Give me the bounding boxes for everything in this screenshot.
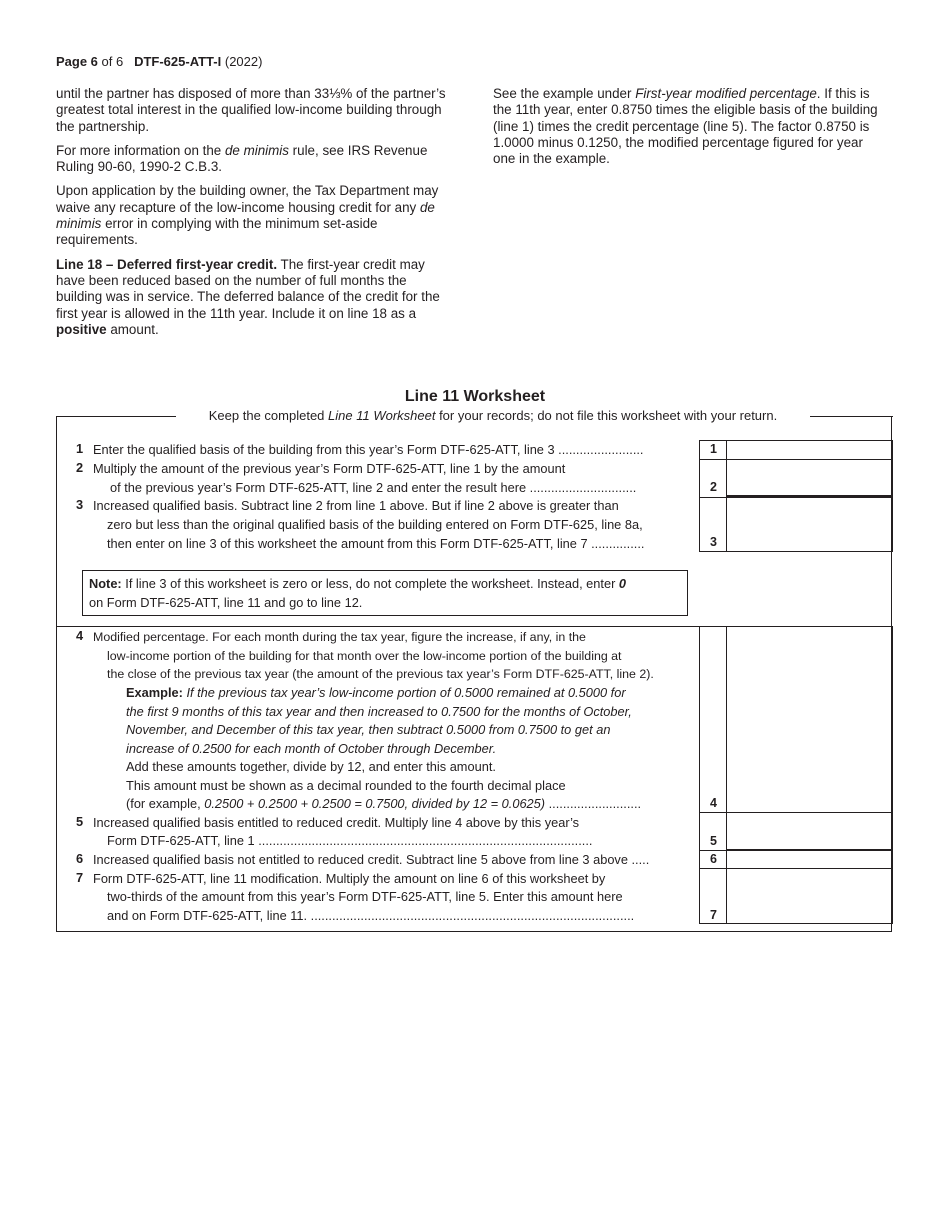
box-1-label: 1 [710, 442, 717, 456]
line-2-amount-field[interactable] [726, 459, 893, 498]
page-label: Page 6 [56, 54, 98, 69]
line-7-amount-field[interactable] [726, 868, 893, 924]
form-year: (2022) [224, 54, 263, 69]
line-2-number: 2 [76, 460, 84, 475]
line-7-text-b: two-thirds of the amount from this year’s Form DTF-625-ATT, line 5. Enter this amount here [107, 889, 623, 904]
worksheet-title: Line 11 Worksheet [404, 388, 546, 405]
line-4-add-1: Add these amounts together, divide by 12, and enter this amount. [126, 759, 496, 774]
worksheet-note: Note: If line 3 of this worksheet is zero or less, do not complete the worksheet. Instead, enter 0 on Form DTF-625-ATT, line 11 and go to line 12. [82, 570, 688, 616]
line-1-amount-field[interactable] [726, 440, 893, 460]
line-4-text-a: Modified percentage. For each month during the tax year, figure the increase, if any, in the [93, 630, 586, 644]
box-4-label: 4 [710, 796, 717, 810]
example-line-4: increase of 0.2500 for each month of October through December. [126, 741, 497, 756]
line-4-number-cell [699, 626, 727, 813]
line-2-text-b: of the previous year’s Form DTF-625-ATT, line 2 and enter the result here .............................. [110, 480, 637, 495]
left-column [56, 86, 456, 346]
left-para-3: Upon application by the building owner, the Tax Department may waive any recapture of the low-income housing credit for any de minimis error in complying with the minimum set-aside requirements. [56, 183, 439, 248]
right-column [493, 86, 878, 175]
line-3-text-c: then enter on line 3 of this worksheet the amount from this Form DTF-625-ATT, line 7 ............... [107, 536, 645, 551]
worksheet-subtitle: Keep the completed Line 11 Worksheet for your records; do not file this worksheet with your return. [208, 408, 778, 423]
line-4-text-c: the close of the previous tax year (the amount of the previous tax year’s Form DTF-625-ATT, line 2). [107, 667, 654, 681]
line-2-text-a: Multiply the amount of the previous year’s Form DTF-625-ATT, line 1 by the amount [93, 461, 566, 476]
section-divider [56, 626, 699, 627]
line-1-number: 1 [76, 441, 84, 456]
line-7-text-c: and on Form DTF-625-ATT, line 11. ........................................................................................... [107, 908, 635, 923]
box-3-label: 3 [710, 535, 717, 549]
line-4-amount-field[interactable] [726, 626, 893, 813]
line-4-text-b: low-income portion of the building for that month over the low-income portion of the building at [107, 649, 622, 663]
line-4-number: 4 [76, 628, 84, 643]
example-line-2: the first 9 months of this tax year and then increased to 0.7500 for the months of October, [126, 704, 632, 719]
left-para-1: until the partner has disposed of more than 33⅓% of the partner’s greatest total interest in the qualified low-income building through the partnership. [56, 86, 446, 134]
line-6-text: Increased qualified basis not entitled to reduced credit. Subtract line 5 above from line 3 above ..... [93, 852, 650, 867]
line-5-amount-field[interactable] [726, 812, 893, 851]
line-5-text-a: Increased qualified basis entitled to reduced credit. Multiply line 4 above by this year’s [93, 815, 580, 830]
line-7-text-a: Form DTF-625-ATT, line 11 modification. Multiply the amount on line 6 of this worksheet by [93, 871, 606, 886]
line-3-text-b: zero but less than the original qualified basis of the building entered on Form DTF-625, line 8a, [107, 517, 643, 532]
line-4-add-2: This amount must be shown as a decimal rounded to the fourth decimal place [126, 778, 566, 793]
line-3-amount-field[interactable] [726, 497, 893, 552]
left-para-2: For more information on the de minimis rule, see IRS Revenue Ruling 90-60, 1990-2 C.B.3. [56, 142, 428, 175]
line-4-add-3: (for example, 0.2500 + 0.2500 + 0.2500 = 0.7500, divided by 12 = 0.0625) .......................... [126, 796, 642, 811]
page-of: of 6 [101, 54, 124, 69]
page-header [56, 54, 262, 69]
line-1-text: Enter the qualified basis of the building from this year’s Form DTF-625-ATT, line 3 ........................ [93, 442, 644, 457]
box-2-label: 2 [710, 480, 717, 494]
example-line-3: November, and December of this tax year, then subtract 0.5000 from 0.7500 to get an [126, 722, 611, 737]
form-id: DTF-625-ATT-I [134, 54, 222, 69]
left-para-4: Line 18 – Deferred first-year credit. The first-year credit may have been reduced based on the number of full months the building was in service. The deferred balance of the credit for the first year is allowed in the 11th year. Include it on line 18 as a positive amount. [56, 256, 440, 337]
box-6-label: 6 [710, 852, 717, 866]
right-para-1: See the example under First-year modified percentage. If this is the 11th year, enter 0.8750 times the eligible basis of the building (line 1) times the credit percentage (line 5). The factor 0.8750 is 1.0000 minus 0.1250, the modified percentage figured for year one in the example. [493, 86, 878, 167]
line-6-amount-field[interactable] [726, 850, 893, 869]
line-5-number: 5 [76, 814, 84, 829]
line-5-text-b: Form DTF-625-ATT, line 1 .............................................................................................. [107, 833, 593, 848]
line-7-number: 7 [76, 870, 84, 885]
box-7-label: 7 [710, 908, 717, 922]
example-line-1: Example: If the previous tax year’s low-income portion of 0.5000 remained at 0.5000 for [126, 685, 626, 700]
box-5-label: 5 [710, 834, 717, 848]
line-3-number: 3 [76, 497, 84, 512]
line-6-number: 6 [76, 851, 84, 866]
line-3-text-a: Increased qualified basis. Subtract line 2 from line 1 above. But if line 2 above is greater than [93, 498, 619, 513]
